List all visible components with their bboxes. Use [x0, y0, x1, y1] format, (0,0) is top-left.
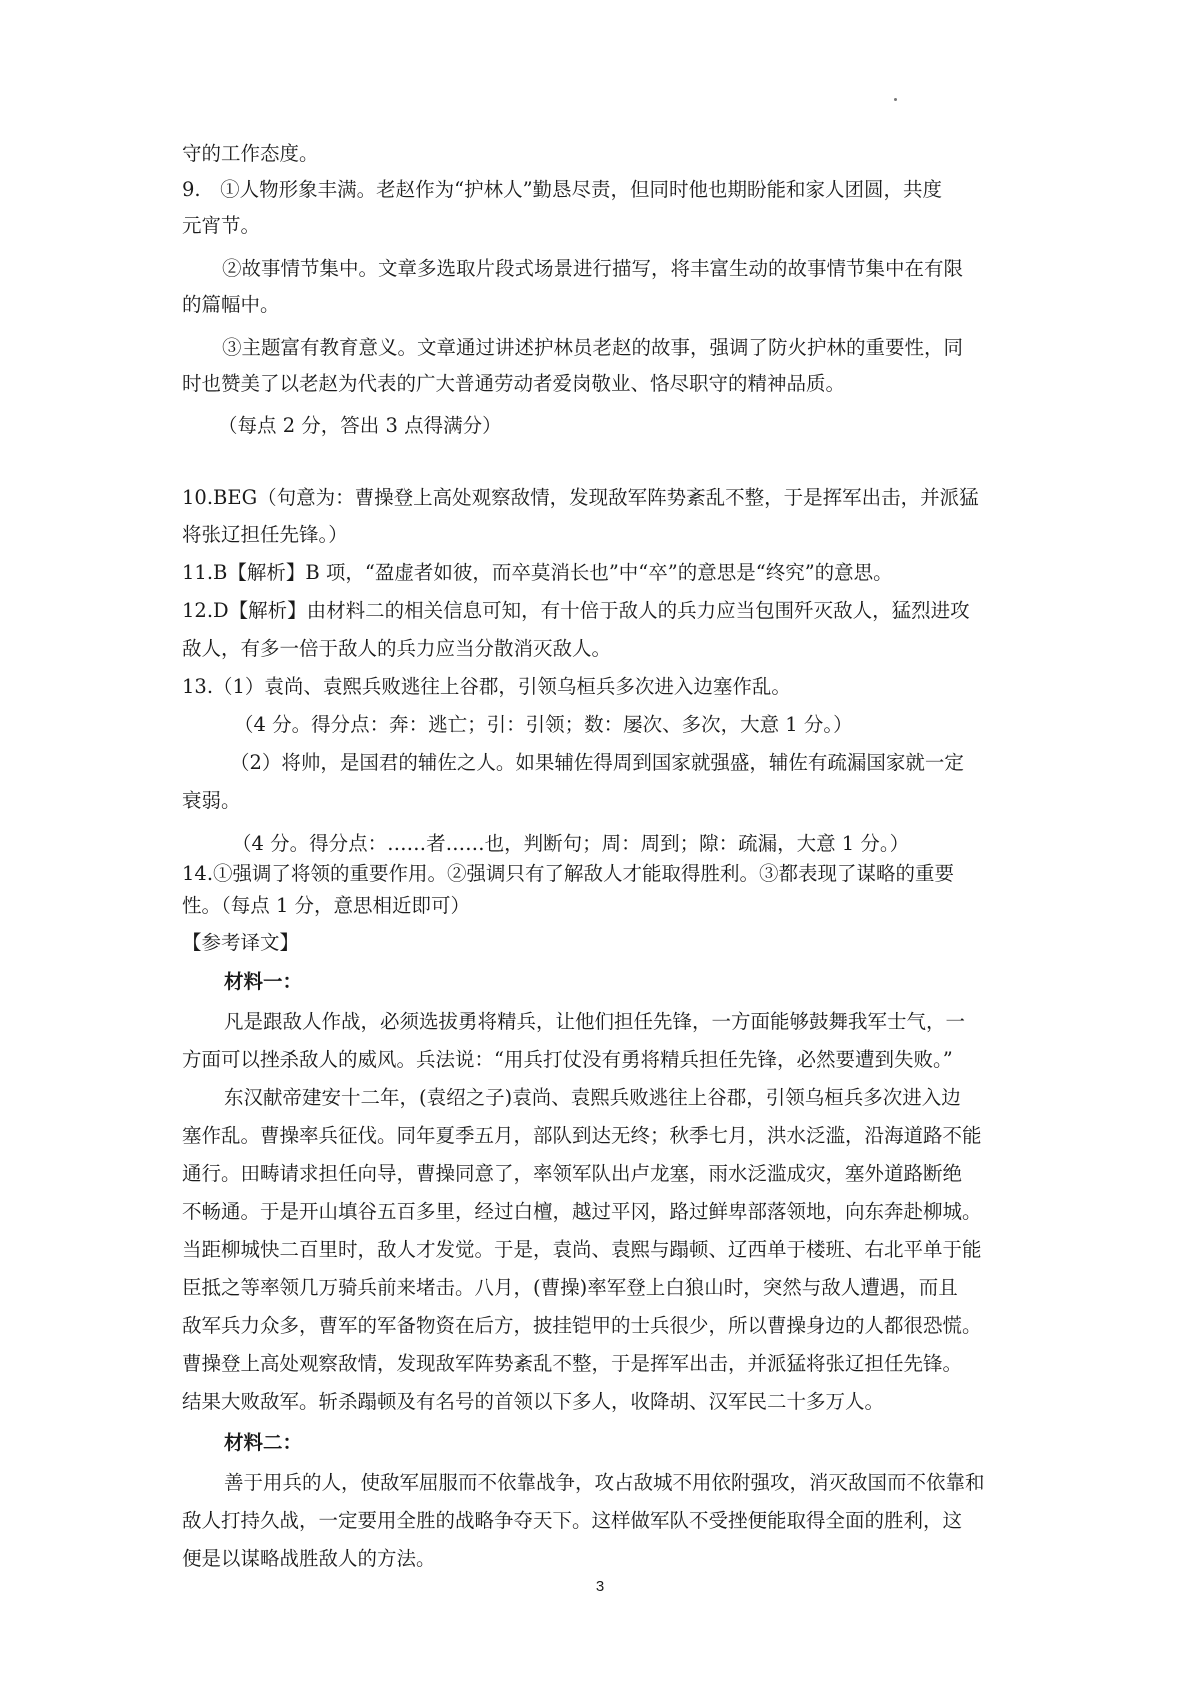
- text-line: 时也赞美了以老赵为代表的广大普通劳动者爱岗敬业、恪尽职守的精神品质。: [182, 372, 846, 395]
- answer-10: 10.BEG（句意为：曹操登上高处观察敌情，发现敌军阵势紊乱不整，于是挥军出击，并派猛: [182, 486, 979, 509]
- text-line: 9. ①人物形象丰满。老赵作为“护林人”勤恳尽责，但同时他也期盼能和家人团圆，共度: [182, 178, 943, 201]
- text-line: 通行。田畴请求担任向导，曹操同意了，率领军队出卢龙塞，雨水泛滥成灾，塞外道路断绝: [182, 1162, 963, 1185]
- text-line: 善于用兵的人，使敌军屈服而不依靠战争，攻占敌城不用依附强攻，消灭敌国而不依靠和: [224, 1471, 985, 1494]
- text-line: 凡是跟敌人作战，必须选拔勇将精兵，让他们担任先锋，一方面能够鼓舞我军士气，一: [224, 1010, 966, 1033]
- material-heading: 材料一：: [224, 970, 303, 993]
- answer-13: 13.（1）袁尚、袁熙兵败逃往上谷郡，引领乌桓兵多次进入边塞作乱。: [182, 675, 791, 698]
- text-line: 曹操登上高处观察敌情，发现敌军阵势紊乱不整，于是挥军出击，并派猛将张辽担任先锋。: [182, 1352, 963, 1375]
- material-heading: 材料二：: [224, 1431, 303, 1454]
- text-line: 敌人打持久战，一定要用全胜的战略争夺天下。这样做军队不受挫便能取得全面的胜利，这: [182, 1509, 963, 1532]
- text-line: 当距柳城快二百里时，敌人才发觉。于是，袁尚、袁熙与蹋顿、辽西单于楼班、右北平单于能: [182, 1238, 982, 1261]
- section-heading: 【参考译文】: [182, 931, 300, 954]
- text-line: 元宵节。: [182, 214, 261, 237]
- text-line: 不畅通。于是开山填谷五百多里，经过白檀，越过平冈，路过鲜卑部落领地，向东奔赴柳城。: [182, 1200, 982, 1223]
- scan-speck: [894, 98, 897, 101]
- text-line: 性。（每点 1 分，意思相近即可）: [182, 894, 471, 917]
- scoring-note: （4 分。得分点：……者……也，判断句；周：周到；隙：疏漏，大意 1 分。）: [232, 832, 910, 855]
- text-line: ②故事情节集中。文章多选取片段式场景进行描写，将丰富生动的故事情节集中在有限: [222, 257, 964, 280]
- text-line: 守的工作态度。: [182, 142, 319, 165]
- answer-12: 12.D【解析】由材料二的相关信息可知，有十倍于敌人的兵力应当包围歼灭敌人，猛烈进攻: [182, 599, 970, 622]
- answer-11: 11.B【解析】B 项，“盈虚者如彼，而卒莫消长也”中“卒”的意思是“终究”的意思。: [182, 561, 893, 584]
- text-line: 敌人，有多一倍于敌人的兵力应当分散消灭敌人。: [182, 637, 612, 660]
- text-line: （2）将帅，是国君的辅佐之人。如果辅佐得周到国家就强盛，辅佐有疏漏国家就一定: [230, 751, 964, 774]
- answer-14: 14.①强调了将领的重要作用。②强调只有了解敌人才能取得胜利。③都表现了谋略的重要: [182, 862, 955, 885]
- scoring-note: （每点 2 分，答出 3 点得满分）: [218, 414, 502, 437]
- text-line: 方面可以挫杀敌人的威风。兵法说：“用兵打仗没有勇将精兵担任先锋，必然要遭到失败。”: [182, 1048, 953, 1071]
- text-line: 东汉献帝建安十二年，(袁绍之子)袁尚、袁熙兵败逃往上谷郡，引领乌桓兵多次进入边: [224, 1086, 961, 1109]
- text-line: 的篇幅中。: [182, 293, 280, 316]
- text-line: 将张辽担任先锋。）: [182, 523, 348, 546]
- text-line: 臣抵之等率领几万骑兵前来堵击。八月，(曹操)率军登上白狼山时，突然与敌人遭遇，而且: [182, 1276, 958, 1299]
- text-line: 便是以谋略战胜敌人的方法。: [182, 1547, 436, 1570]
- text-line: 结果大败敌军。斩杀蹋顿及有名号的首领以下多人，收降胡、汉军民二十多万人。: [182, 1390, 885, 1413]
- text-line: 敌军兵力众多，曹军的军备物资在后方，披挂铠甲的士兵很少，所以曹操身边的人都很恐慌。: [182, 1314, 982, 1337]
- scoring-note: （4 分。得分点：奔：逃亡；引：引领；数：屡次、多次，大意 1 分。）: [234, 713, 853, 736]
- text-line: 塞作乱。曹操率兵征伐。同年夏季五月，部队到达无终；秋季七月，洪水泛滥，沿海道路不能: [182, 1124, 982, 1147]
- text-line: 衰弱。: [182, 789, 241, 812]
- page-number: 3: [595, 1578, 605, 1595]
- text-line: ③主题富有教育意义。文章通过讲述护林员老赵的故事，强调了防火护林的重要性，同: [222, 336, 964, 359]
